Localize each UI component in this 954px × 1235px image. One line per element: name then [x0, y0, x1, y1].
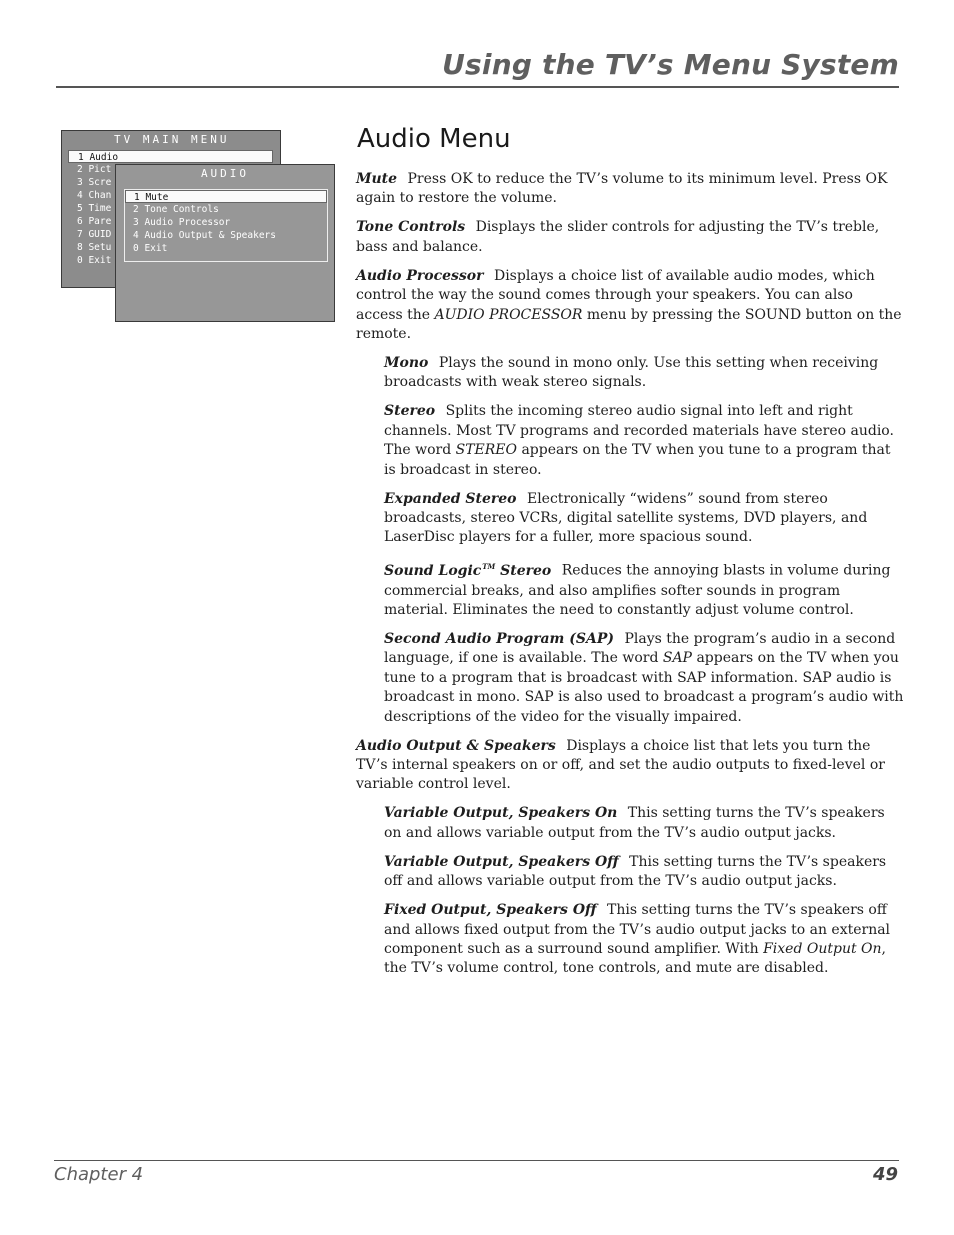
stereo-text-end: appears on the TV when you tune to a program that is broadcast in stereo.	[384, 442, 891, 478]
stereo-term: Stereo	[384, 403, 436, 420]
sap-text: Plays the program’s audio in a second language, if one is available. The word	[384, 630, 896, 667]
tone-controls-term: Tone Controls	[356, 219, 466, 236]
trademark-mark: TM	[482, 562, 496, 572]
sap-text-end: appears on the TV when you tune to a program that is broadcast with SAP information. SAP audio is broadcast in mono. SAP is also used to broadcast a program’s audio with descriptions of the video for the visually impaired.	[384, 650, 904, 725]
sap-emphasis: SAP	[662, 650, 692, 667]
audio-output-term: Audio Output & Speakers	[356, 737, 556, 754]
page-number: 49	[872, 1164, 898, 1185]
tone-controls-paragraph	[356, 218, 904, 257]
fixed-off-text-end: , the TV’s volume control, tone controls, and mute are disabled.	[384, 941, 886, 977]
mute-term: Mute	[356, 171, 398, 187]
audio-processor-term: Audio Processor	[356, 267, 484, 284]
audio-menu-list	[124, 189, 328, 262]
mono-paragraph	[356, 354, 904, 393]
sound-logic-paragraph	[356, 557, 904, 620]
main-menu-item: 2 Pict	[77, 164, 112, 175]
mono-text: Plays the sound in mono only. Use this setting when receiving broadcasts with weak stereo signals.	[384, 355, 879, 391]
variable-off-term: Variable Output, Speakers Off	[384, 853, 619, 870]
page-title: Using the TV’s Menu System	[442, 48, 899, 81]
chapter-label: Chapter 4	[54, 1164, 144, 1185]
sap-term: Second Audio Program (SAP)	[384, 630, 614, 647]
audio-menu-item: 4 Audio Output & Speakers	[133, 230, 276, 241]
sound-logic-term-suffix: Stereo	[500, 563, 552, 580]
stereo-text: Splits the incoming stereo audio signal into left and right channels. Most TV programs and recorded materials have stereo audio. The word	[384, 403, 894, 459]
main-menu-item: 7 GUID	[77, 229, 112, 240]
audio-processor-paragraph	[356, 267, 904, 345]
main-menu-item: 6 Pare	[77, 216, 112, 227]
audio-processor-text: Displays a choice list of available audio modes, which control the way the sound comes through your speakers. You can also access the	[356, 267, 875, 323]
main-menu-item: 5 Time	[77, 203, 112, 214]
sound-logic-term	[384, 563, 551, 579]
main-menu-item: 1 Audio	[68, 150, 273, 163]
audio-output-text: Displays a choice list that lets you turn the TV’s internal speakers on or off, and set the audio outputs to fixed-level or variable control level.	[356, 737, 885, 793]
mute-paragraph	[356, 170, 904, 209]
stereo-paragraph	[356, 402, 904, 480]
expanded-stereo-paragraph	[356, 490, 904, 548]
main-menu-item: 4 Chan	[77, 190, 112, 201]
variable-off-text: This setting turns the TV’s speakers off and allows variable output from the TV’s audio output jacks.	[384, 853, 887, 890]
mono-term: Mono	[384, 355, 429, 372]
variable-off-paragraph	[356, 853, 904, 892]
audio-menu-screenshot	[115, 164, 335, 322]
main-menu-item: 0 Exit	[77, 255, 112, 266]
variable-on-paragraph	[356, 804, 904, 843]
fixed-off-text: This setting turns the TV’s speakers off and allows fixed output from the TV’s audio output jacks to an external component such as a surround sound amplifier. With	[384, 902, 891, 957]
audio-menu-title: AUDIO	[200, 167, 250, 180]
main-menu-title: TV MAIN MENU	[114, 133, 230, 146]
sound-logic-text: Reduces the annoying blasts in volume during commercial breaks, and also amplifies softer sounds in program material. Eliminates the need to constantly adjust volume control.	[384, 563, 891, 618]
variable-on-term: Variable Output, Speakers On	[384, 805, 618, 822]
sound-logic-term-name: Sound Logic	[384, 563, 482, 580]
audio-menu-item: 0 Exit	[133, 243, 168, 254]
main-menu-item: 3 Scre	[77, 177, 112, 188]
audio-output-paragraph	[356, 737, 904, 795]
audio-menu-item: 1 Mute	[125, 190, 327, 203]
section-heading: Audio Menu	[357, 124, 511, 154]
footer-rule	[54, 1160, 899, 1161]
audio-menu-item: 3 Audio Processor	[133, 217, 231, 228]
fixed-off-term: Fixed Output, Speakers Off	[384, 902, 597, 919]
mute-text: Press OK to reduce the TV’s volume to its minimum level. Press OK again to restore the volume.	[356, 171, 888, 207]
audio-menu-description	[356, 170, 904, 988]
expanded-stereo-term: Expanded Stereo	[384, 490, 517, 507]
fixed-off-paragraph	[356, 901, 904, 979]
audio-menu-item: 2 Tone Controls	[133, 204, 219, 215]
tone-controls-text: Displays the slider controls for adjusting the TV’s treble, bass and balance.	[356, 219, 880, 255]
stereo-emphasis: STEREO	[455, 442, 517, 459]
expanded-stereo-text: Electronically “widens” sound from stereo broadcasts, stereo VCRs, digital satellite systems, DVD players, and LaserDisc players for a fuller, more spacious sound.	[384, 490, 868, 546]
audio-processor-text-end: menu by pressing the SOUND button on the remote.	[356, 306, 902, 343]
sap-paragraph	[356, 630, 904, 727]
main-menu-item: 8 Setu	[77, 242, 112, 253]
title-rule	[56, 86, 899, 88]
fixed-off-emphasis: Fixed Output On	[763, 941, 882, 957]
variable-on-text: This setting turns the TV’s speakers on and allows variable output from the TV’s audio output jacks.	[384, 805, 885, 841]
audio-processor-emphasis: AUDIO PROCESSOR	[434, 306, 583, 323]
